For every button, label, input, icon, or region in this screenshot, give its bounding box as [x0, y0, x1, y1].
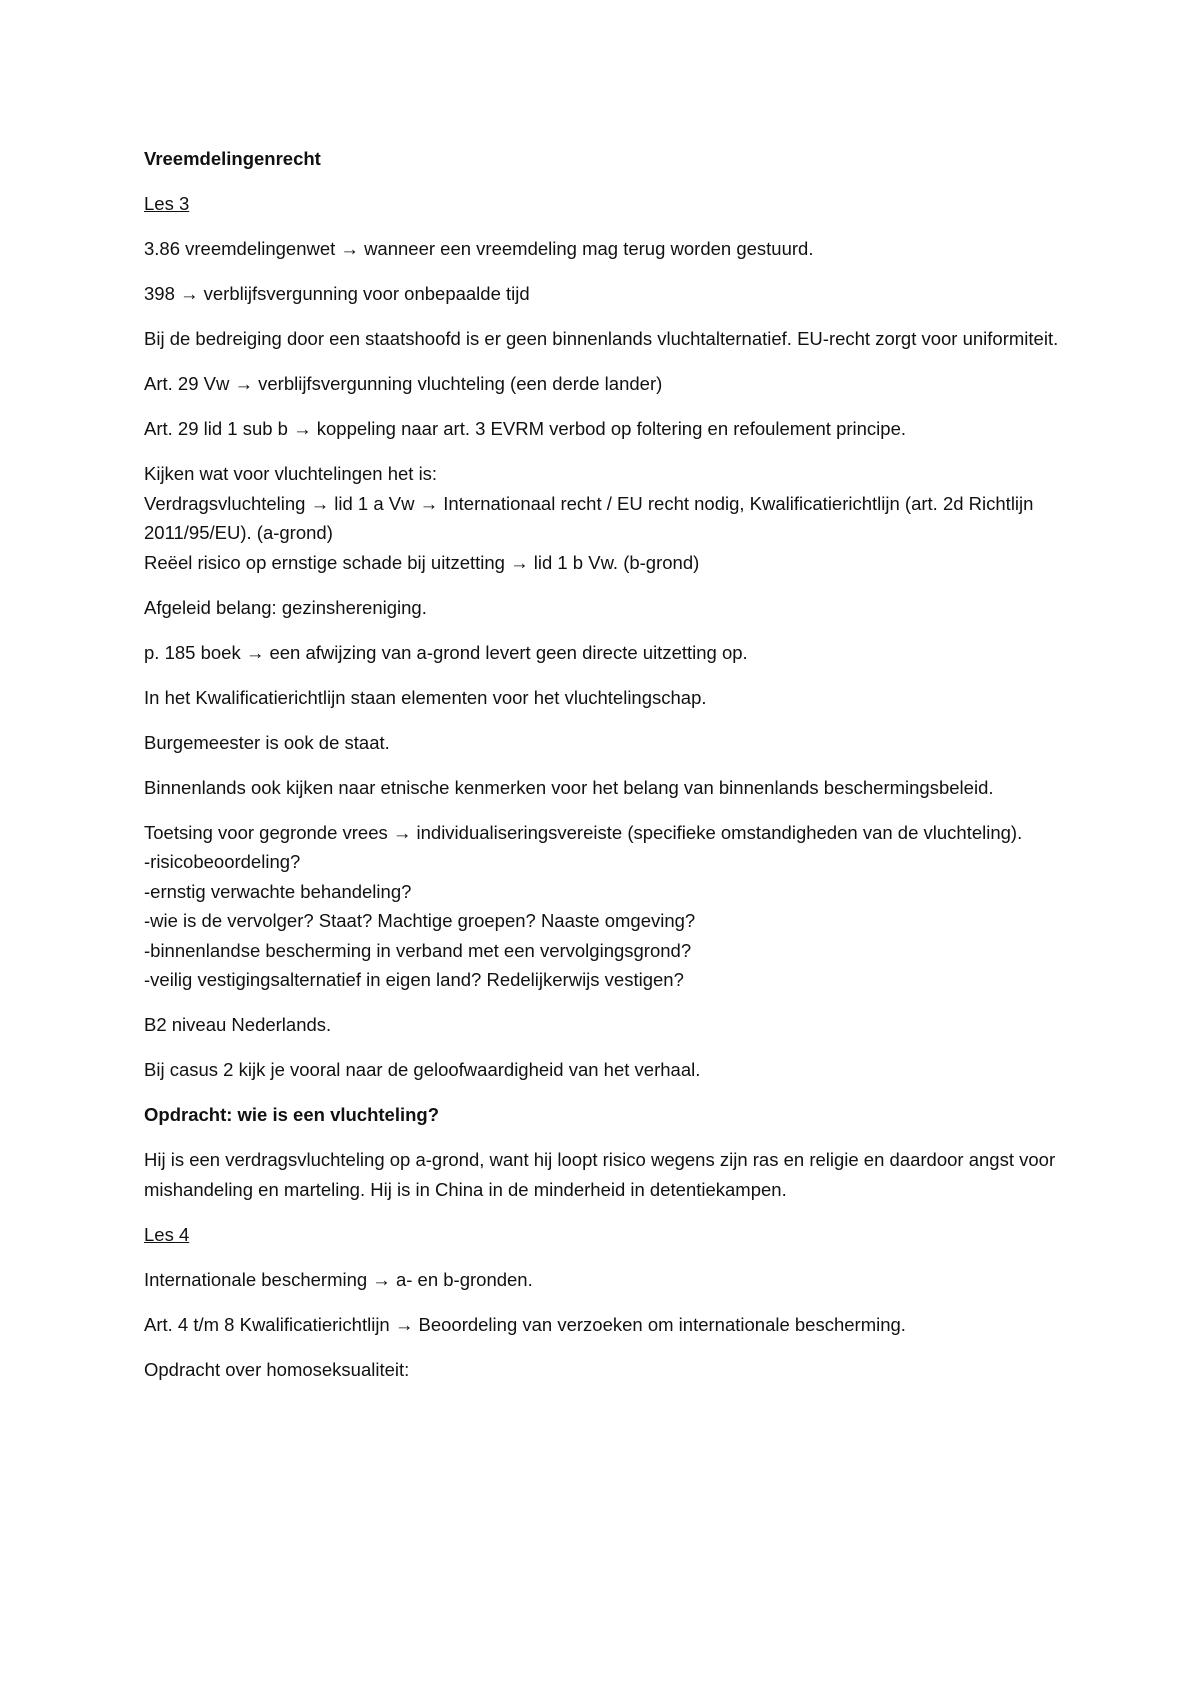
paragraph-art-29: Art. 29 Vw → verblijfsvergunning vluchteling (een derde lander): [144, 373, 663, 394]
paragraph-opdracht-homoseksualiteit: Opdracht over homoseksualiteit:: [144, 1358, 410, 1380]
paragraph-binnenlands: Binnenlands ook kijken naar etnische kenmerken voor het belang van binnenlands beschermingsbeleid.: [144, 776, 994, 798]
document-title: Vreemdelingenrecht: [144, 148, 321, 169]
section-heading-les-3: Les 3: [144, 193, 190, 214]
paragraph-casus-2: Bij casus 2 kijk je vooral naar de geloofwaardigheid van het verhaal.: [144, 1059, 701, 1080]
paragraph-boek: p. 185 boek → een afwijzing van a-grond levert geen directe uitzetting op.: [144, 641, 748, 663]
list-item-risicobeoordeling: -risicobeoordeling?: [144, 851, 301, 872]
paragraph-toetsing: [144, 818, 1100, 995]
paragraph-398: 398 → verblijfsvergunning voor onbepaalde tijd: [144, 283, 530, 304]
list-item-vestigingsalternatief: -veilig vestigingsalternatief in eigen land? Redelijkerwijs vestigen?: [144, 969, 684, 990]
line-verdragsvluchteling: Verdragsvluchteling → lid 1 a Vw → Internationaal recht / EU recht nodig, Kwalificatierichtlijn (art. 2d Richtlijn 2011/95/EU). (a-grond): [144, 492, 1034, 543]
line-reeel-risico: Reëel risico op ernstige schade bij uitzetting → lid 1 b Vw. (b-grond): [144, 551, 700, 573]
paragraph-vluchtelingen-types: [144, 459, 1100, 577]
section-heading-les-4: Les 4: [144, 1223, 190, 1245]
paragraph-vreemdelingenwet: 3.86 vreemdelingenwet → wanneer een vreemdeling mag terug worden gestuurd.: [144, 238, 814, 259]
paragraph-antwoord: Hij is een verdragsvluchteling op a-grond, want hij loopt risico wegens zijn ras en religie en daardoor angst voor mishandeling en marteling. Hij is in China in de minderheid in detentiekampen.: [144, 1149, 1056, 1200]
list-item-bescherming: -binnenlandse bescherming in verband met een vervolgingsgrond?: [144, 939, 692, 961]
paragraph-b2-niveau: B2 niveau Nederlands.: [144, 1014, 332, 1035]
line-toetsing: Toetsing voor gegronde vrees → individualiseringsvereiste (specifieke omstandigheden van de vluchteling).: [144, 821, 1023, 843]
paragraph-art-29-sub-b: Art. 29 lid 1 sub b → koppeling naar art. 3 EVRM verbod op foltering en refoulement principe.: [144, 418, 907, 439]
paragraph-burgemeester: Burgemeester is ook de staat.: [144, 731, 390, 753]
paragraph-internationale-bescherming: Internationale bescherming → a- en b-gronden.: [144, 1268, 533, 1290]
paragraph-afgeleid-belang: Afgeleid belang: gezinshereniging.: [144, 596, 427, 618]
line-kijken: Kijken wat voor vluchtelingen het is:: [144, 463, 438, 484]
list-item-vervolger: -wie is de vervolger? Staat? Machtige groepen? Naaste omgeving?: [144, 910, 696, 931]
list-item-behandeling: -ernstig verwachte behandeling?: [144, 880, 412, 902]
paragraph-staatshoofd: Bij de bedreiging door een staatshoofd is er geen binnenlands vluchtalternatief. EU-recht zorgt voor uniformiteit.: [144, 328, 1059, 349]
paragraph-art-4-8: Art. 4 t/m 8 Kwalificatierichtlijn → Beoordeling van verzoeken om internationale bescherming.: [144, 1313, 906, 1335]
heading-opdracht-vluchteling: Opdracht: wie is een vluchteling?: [144, 1104, 440, 1125]
paragraph-kwalificatierichtlijn: In het Kwalificatierichtlijn staan elementen voor het vluchtelingschap.: [144, 686, 707, 708]
